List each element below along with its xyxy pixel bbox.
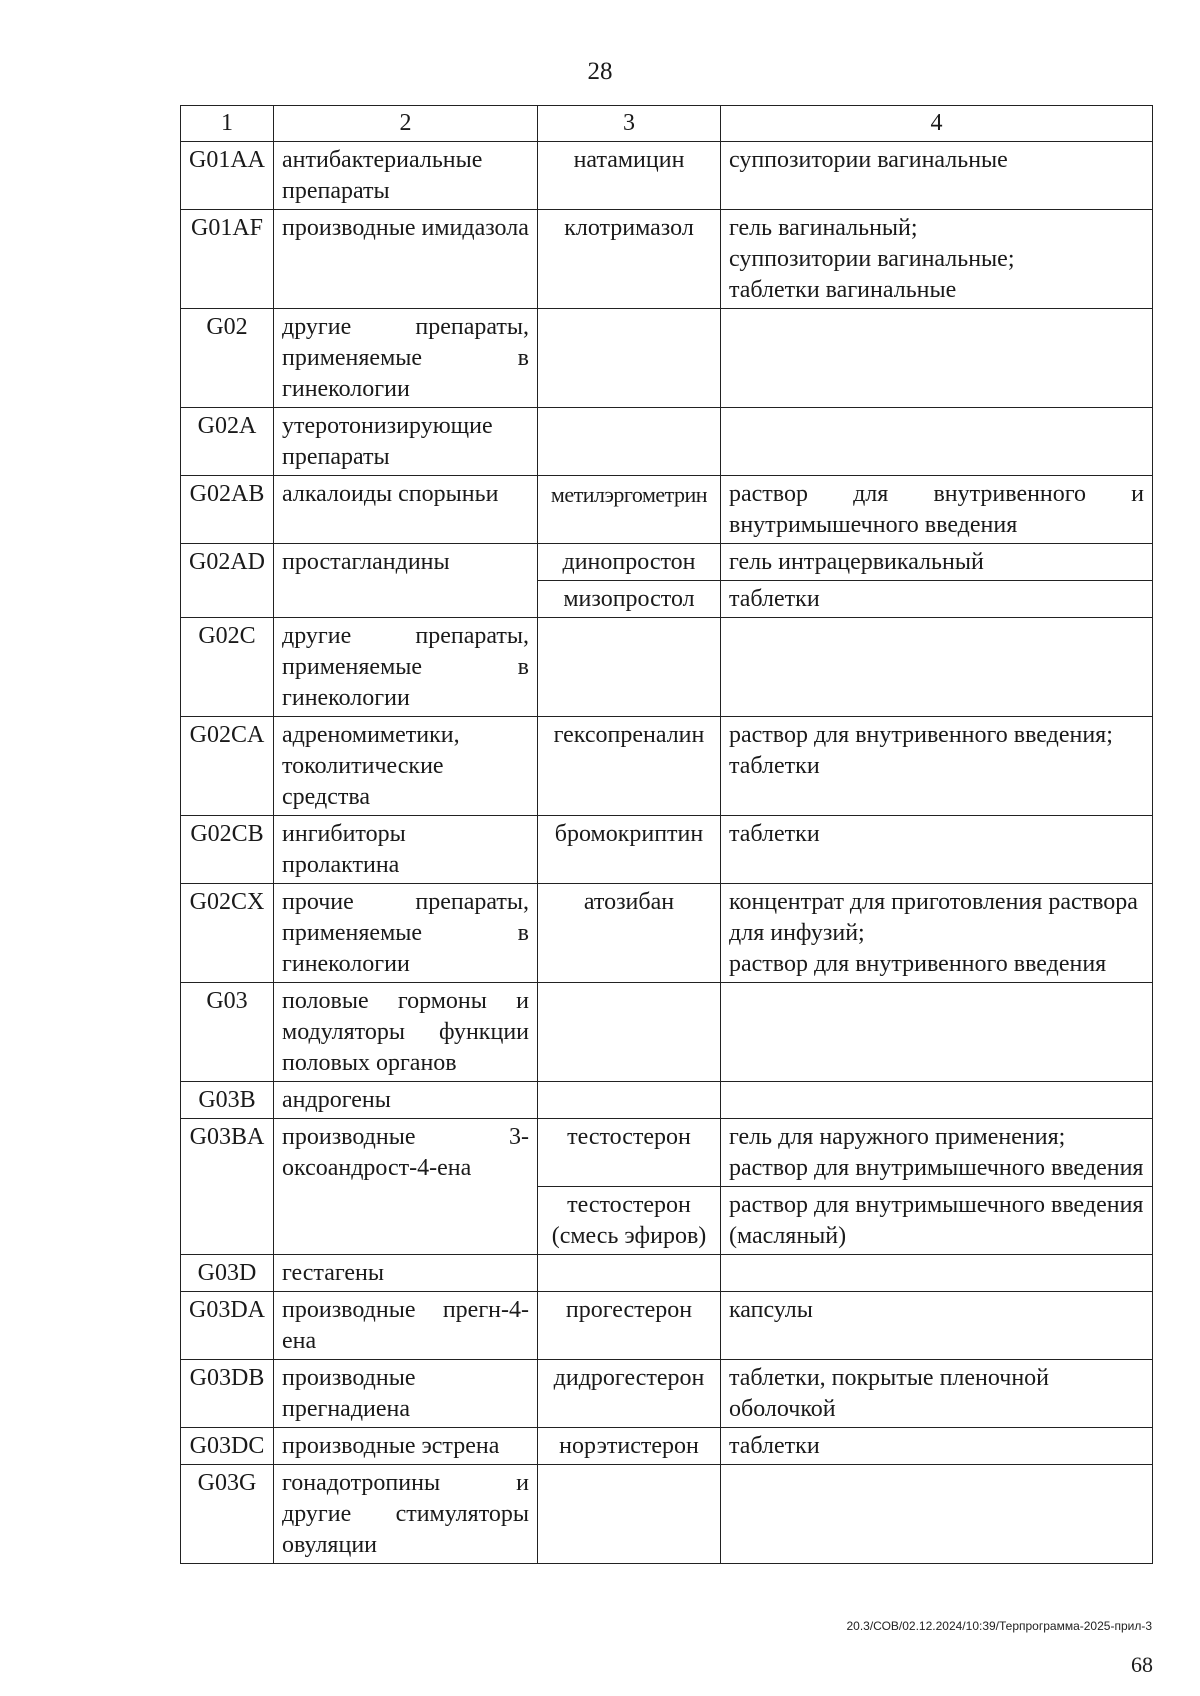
column-header-4: 4	[721, 106, 1153, 142]
dosage-forms	[721, 1119, 1153, 1187]
atc-code: G03B	[181, 1082, 274, 1119]
atc-code: G02	[181, 309, 274, 408]
group-name: прочие препараты, применяемые в гинекологии	[274, 884, 538, 983]
atc-code: G03	[181, 983, 274, 1082]
table-row	[181, 1292, 1153, 1360]
atc-code: G03DC	[181, 1428, 274, 1465]
substance-name	[538, 1082, 721, 1119]
table-row	[181, 717, 1153, 816]
dosage-form: гель для наружного применения;	[729, 1124, 1066, 1150]
dosage-forms	[721, 210, 1153, 309]
substance-name: атозибан	[538, 884, 721, 983]
substance-name: норэтистерон	[538, 1428, 721, 1465]
dosage-form: раствор для внутривенного введения;	[729, 722, 1113, 748]
dosage-form: таблетки	[729, 753, 820, 779]
substance-name: тестостерон	[538, 1119, 721, 1187]
group-name: производные прегнадиена	[274, 1360, 538, 1428]
table-row	[181, 1465, 1153, 1564]
atc-code: G02CA	[181, 717, 274, 816]
substance-name: бромокриптин	[538, 816, 721, 884]
dosage-forms	[721, 983, 1153, 1082]
column-header-1: 1	[181, 106, 274, 142]
dosage-forms	[721, 309, 1153, 408]
table-row	[181, 1360, 1153, 1428]
column-header-3: 3	[538, 106, 721, 142]
substance-name: тестостерон (смесь эфиров)	[538, 1187, 721, 1255]
table-row	[181, 309, 1153, 408]
atc-code: G02AD	[181, 544, 274, 618]
dosage-forms	[721, 1255, 1153, 1292]
group-name: простагландины	[274, 544, 538, 618]
group-name: андрогены	[274, 1082, 538, 1119]
atc-code: G01AF	[181, 210, 274, 309]
page-number: 28	[587, 58, 613, 85]
dosage-form: таблетки	[729, 821, 820, 847]
table-row	[181, 210, 1153, 309]
column-header-2: 2	[274, 106, 538, 142]
atc-code: G03D	[181, 1255, 274, 1292]
atc-code: G02C	[181, 618, 274, 717]
table-row	[181, 408, 1153, 476]
document-reference: 20.3/СОВ/02.12.2024/10:39/Терпрограмма-2025-прил-3	[846, 1619, 1152, 1633]
atc-code: G02CX	[181, 884, 274, 983]
group-name: производные имидазола	[274, 210, 538, 309]
footer-page-number: 68	[1131, 1652, 1153, 1677]
group-name: производные 3-оксоандрост-4-ена	[274, 1119, 538, 1255]
substance-name: гексопреналин	[538, 717, 721, 816]
substance-name: клотримазол	[538, 210, 721, 309]
table-row	[181, 1255, 1153, 1292]
substance-name: прогестерон	[538, 1292, 721, 1360]
group-name: другие препараты, применяемые в гинекологии	[274, 618, 538, 717]
substance-name	[538, 309, 721, 408]
dosage-forms	[721, 618, 1153, 717]
substance-name	[538, 618, 721, 717]
table-row	[181, 884, 1153, 983]
atc-code: G03DB	[181, 1360, 274, 1428]
atc-code: G02A	[181, 408, 274, 476]
dosage-form: суппозитории вагинальные;	[729, 246, 1015, 272]
table-row	[181, 544, 1153, 581]
atc-code: G03G	[181, 1465, 274, 1564]
dosage-forms	[721, 581, 1153, 618]
group-name: гонадотропины и другие стимуляторы овуляции	[274, 1465, 538, 1564]
group-name: гестагены	[274, 1255, 538, 1292]
substance-name	[538, 983, 721, 1082]
dosage-forms	[721, 1465, 1153, 1564]
dosage-forms	[721, 1428, 1153, 1465]
table-row	[181, 1119, 1153, 1187]
dosage-forms	[721, 816, 1153, 884]
substance-name: натамицин	[538, 142, 721, 210]
substance-name: мизопростол	[538, 581, 721, 618]
group-name: производные эстрена	[274, 1428, 538, 1465]
table-row	[181, 1428, 1153, 1465]
dosage-form: раствор для внутривенного введения	[729, 951, 1107, 977]
group-name: адреномиметики, токолитические средства	[274, 717, 538, 816]
group-name: антибактериальные препараты	[274, 142, 538, 210]
substance-name: дидрогестерон	[538, 1360, 721, 1428]
table-row	[181, 983, 1153, 1082]
dosage-forms	[721, 476, 1153, 544]
substance-name: динопростон	[538, 544, 721, 581]
dosage-form: концентрат для приготовления раствора для инфузий;	[729, 889, 1138, 946]
atc-code: G03BA	[181, 1119, 274, 1255]
substance-name	[538, 408, 721, 476]
table-row	[181, 142, 1153, 210]
dosage-forms	[721, 884, 1153, 983]
substance-name	[538, 1255, 721, 1292]
dosage-form: гель интрацервикальный	[729, 549, 984, 575]
dosage-forms	[721, 544, 1153, 581]
group-name: другие препараты, применяемые в гинекологии	[274, 309, 538, 408]
dosage-form: таблетки, покрытые пленочной оболочкой	[729, 1365, 1050, 1422]
group-name: ингибиторы пролактина	[274, 816, 538, 884]
dosage-form: таблетки	[729, 1433, 820, 1459]
dosage-form: раствор для внутримышечного введения	[729, 1155, 1144, 1181]
dosage-form: капсулы	[729, 1297, 813, 1323]
dosage-forms	[721, 142, 1153, 210]
dosage-form: таблетки	[729, 586, 820, 612]
group-name: половые гормоны и модуляторы функции половых органов	[274, 983, 538, 1082]
dosage-forms	[721, 717, 1153, 816]
dosage-form: раствор для внутривенного и внутримышечного введения	[729, 481, 1144, 538]
dosage-form: раствор для внутримышечного введения (масляный)	[729, 1192, 1144, 1249]
dosage-forms	[721, 1360, 1153, 1428]
dosage-form: таблетки вагинальные	[729, 277, 957, 303]
drug-table	[180, 105, 1153, 1564]
group-name: алкалоиды спорыньи	[274, 476, 538, 544]
dosage-forms	[721, 1292, 1153, 1360]
table-row	[181, 476, 1153, 544]
atc-code: G03DA	[181, 1292, 274, 1360]
dosage-form: гель вагинальный;	[729, 215, 918, 241]
table-row	[181, 1082, 1153, 1119]
dosage-form: суппозитории вагинальные	[729, 147, 1008, 173]
table-header-row	[181, 106, 1153, 142]
dosage-forms	[721, 408, 1153, 476]
atc-code: G02AB	[181, 476, 274, 544]
dosage-forms	[721, 1187, 1153, 1255]
table-row	[181, 618, 1153, 717]
atc-code: G02CB	[181, 816, 274, 884]
substance-name: метилэргометрин	[538, 476, 721, 544]
group-name: производные прегн-4-ена	[274, 1292, 538, 1360]
dosage-forms	[721, 1082, 1153, 1119]
substance-name	[538, 1465, 721, 1564]
table-row	[181, 816, 1153, 884]
group-name: утеротонизирующие препараты	[274, 408, 538, 476]
atc-code: G01AA	[181, 142, 274, 210]
